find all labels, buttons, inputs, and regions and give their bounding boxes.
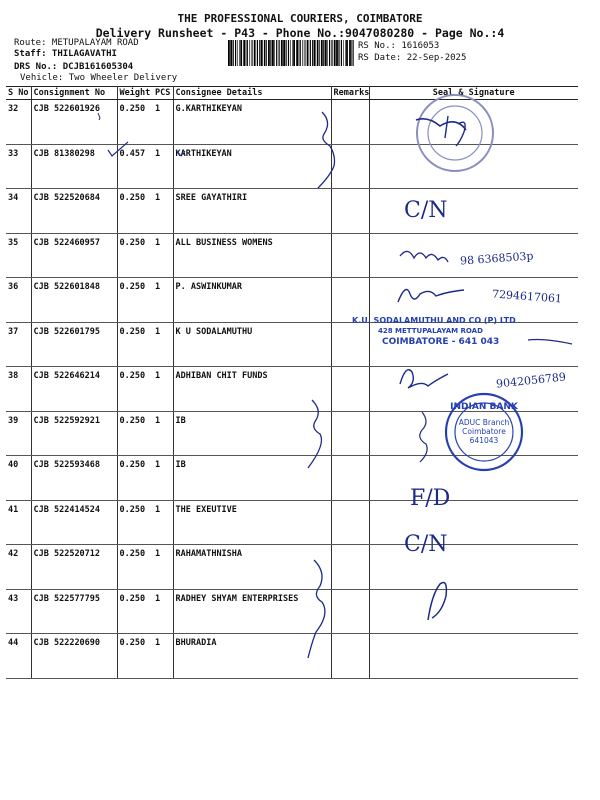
col-header-consignment: Consignment No (31, 87, 117, 100)
cell-weight: 0.250 (117, 278, 153, 323)
bank-stamp-name: INDIAN BANK (450, 402, 518, 412)
cell-consignee: RAHAMATHNISHA (173, 545, 331, 590)
signature-scribble (398, 290, 464, 303)
bracket-mark (318, 112, 335, 188)
cell-pcs: 1 (153, 322, 173, 367)
signature-scribble (428, 583, 446, 621)
cell-consignment: CJB 522646214 (31, 367, 117, 412)
col-header-consignee: Consignee Details (173, 87, 331, 100)
rs-number: RS No.: 1616053 (358, 41, 440, 51)
cell-pcs: 1 (153, 411, 173, 456)
cell-weight: 0.250 (117, 322, 153, 367)
tick-mark (98, 113, 100, 120)
col-header-pcs: PCS (153, 87, 173, 100)
bank-stamp-line1: ADUC Branch (458, 418, 510, 427)
cell-weight: 0.250 (117, 189, 153, 234)
col-header-weight: Weight (117, 87, 153, 100)
cell-pcs: 1 (153, 233, 173, 278)
company-stamp (352, 315, 516, 348)
cell-sno: 44 (6, 634, 31, 679)
cell-weight: 0.250 (117, 100, 153, 145)
cell-pcs: 1 (153, 545, 173, 590)
cell-consignee: IB (173, 456, 331, 501)
cell-sno: 34 (6, 189, 31, 234)
cell-consignment: CJB 522593468 (31, 456, 117, 501)
signature-scribble (400, 370, 448, 388)
col-header-signature: Seal & Signature (369, 87, 578, 100)
signature-scribble (420, 412, 427, 462)
cell-weight: 0.250 (117, 411, 153, 456)
runsheet-title: Delivery Runsheet - P43 - Phone No.:9047080280 - Page No.:4 (95, 26, 505, 40)
bracket-mark (308, 560, 325, 658)
vehicle-label: Vehicle: Two Wheeler Delivery (20, 73, 178, 83)
cell-consignee: K U SODALAMUTHU (173, 322, 331, 367)
company-stamp-line2: 428 METTUPALAYAM ROAD (378, 327, 483, 335)
cell-sno: 37 (6, 322, 31, 367)
cell-sno: 35 (6, 233, 31, 278)
cell-pcs: 1 (153, 278, 173, 323)
cell-consignment: CJB 522220690 (31, 634, 117, 679)
cell-pcs: 1 (153, 589, 173, 634)
signature-scribble (528, 340, 572, 345)
company-stamp-line1: K.U. SODALAMUTHU AND CO (P) LTD (352, 316, 516, 325)
cell-consignment: CJB 522577795 (31, 589, 117, 634)
col-header-sno: S No (6, 87, 31, 100)
cell-pcs: 1 (153, 367, 173, 412)
cell-pcs: 1 (153, 189, 173, 234)
cell-pcs: 1 (153, 634, 173, 679)
cell-consignment: CJB 81380298 (31, 144, 117, 189)
staff-label: Staff: THILAGAVATHI (14, 49, 117, 59)
row-42-remark: C/N (404, 532, 448, 557)
bank-stamp-text (446, 400, 522, 445)
cell-consignment: CJB 522592921 (31, 411, 117, 456)
cell-weight: 0.250 (117, 233, 153, 278)
row-36-phone: 98 6368503p (459, 249, 534, 268)
cell-consignment: CJB 522460957 (31, 233, 117, 278)
cell-sno: 42 (6, 545, 31, 590)
cell-weight: 0.250 (117, 456, 153, 501)
courier-seal-stamp (416, 95, 493, 171)
row-35-remark: C/N (404, 198, 448, 223)
cell-consignment: CJB 522601795 (31, 322, 117, 367)
cell-consignee: KARTHIKEYAN (173, 144, 331, 189)
cell-weight: 0.250 (117, 500, 153, 545)
cell-weight: 0.250 (117, 589, 153, 634)
cell-consignee: SREE GAYATHIRI (173, 189, 331, 234)
cell-sno: 43 (6, 589, 31, 634)
cell-consignee: BHURADIA (173, 634, 331, 679)
row-37-phone: 7294617061 (491, 287, 563, 306)
cell-sno: 33 (6, 144, 31, 189)
row-41-remark: F/D (410, 486, 451, 511)
cell-sno: 39 (6, 411, 31, 456)
cell-consignment: CJB 522520684 (31, 189, 117, 234)
bank-stamp-line2: Coimbatore (462, 427, 506, 436)
cell-weight: 0.250 (117, 634, 153, 679)
route-label: Route: METUPALAYAM ROAD (14, 38, 139, 48)
cell-pcs: 1 (153, 100, 173, 145)
cell-consignee: RADHEY SHYAM ENTERPRISES (173, 589, 331, 634)
bank-stamp-line3: 641043 (469, 436, 499, 445)
cell-consignment: CJB 522520712 (31, 545, 117, 590)
cell-weight: 0.250 (117, 367, 153, 412)
cell-consignment: CJB 522601926 (31, 100, 117, 145)
company-name: THE PROFESSIONAL COURIERS, COIMBATORE (177, 12, 423, 25)
cell-sno: 38 (6, 367, 31, 412)
cell-consignee: THE EXEUTIVE (173, 500, 331, 545)
cell-consignee: ALL BUSINESS WOMENS (173, 233, 331, 278)
cell-consignee: IB (173, 411, 331, 456)
col-header-remarks: Remarks (331, 87, 369, 100)
cell-consignee: ADHIBAN CHIT FUNDS (173, 367, 331, 412)
cell-sno: 41 (6, 500, 31, 545)
rs-date: RS Date: 22-Sep-2025 (358, 53, 467, 63)
bracket-mark (308, 400, 322, 468)
drs-number: DRS No.: DCJB161605304 (14, 62, 134, 72)
cell-sno: 32 (6, 100, 31, 145)
cell-weight: 0.250 (117, 545, 153, 590)
cell-weight: 0.457 (117, 144, 153, 189)
company-stamp-line3: COIMBATORE - 641 043 (382, 337, 500, 347)
cell-consignee: P. ASWINKUMAR (173, 278, 331, 323)
cell-sno: 40 (6, 456, 31, 501)
cell-consignment: CJB 522414524 (31, 500, 117, 545)
signature-scribble (400, 251, 448, 262)
cell-consignment: CJB 522601848 (31, 278, 117, 323)
row-38-phone: 9042056789 (495, 370, 567, 391)
cell-pcs: 1 (153, 456, 173, 501)
tick-mark (176, 150, 185, 156)
cell-consignee: G.KARTHIKEYAN (173, 100, 331, 145)
cell-pcs: 1 (153, 144, 173, 189)
cell-sno: 36 (6, 278, 31, 323)
tick-mark (108, 142, 128, 156)
cell-pcs: 1 (153, 500, 173, 545)
